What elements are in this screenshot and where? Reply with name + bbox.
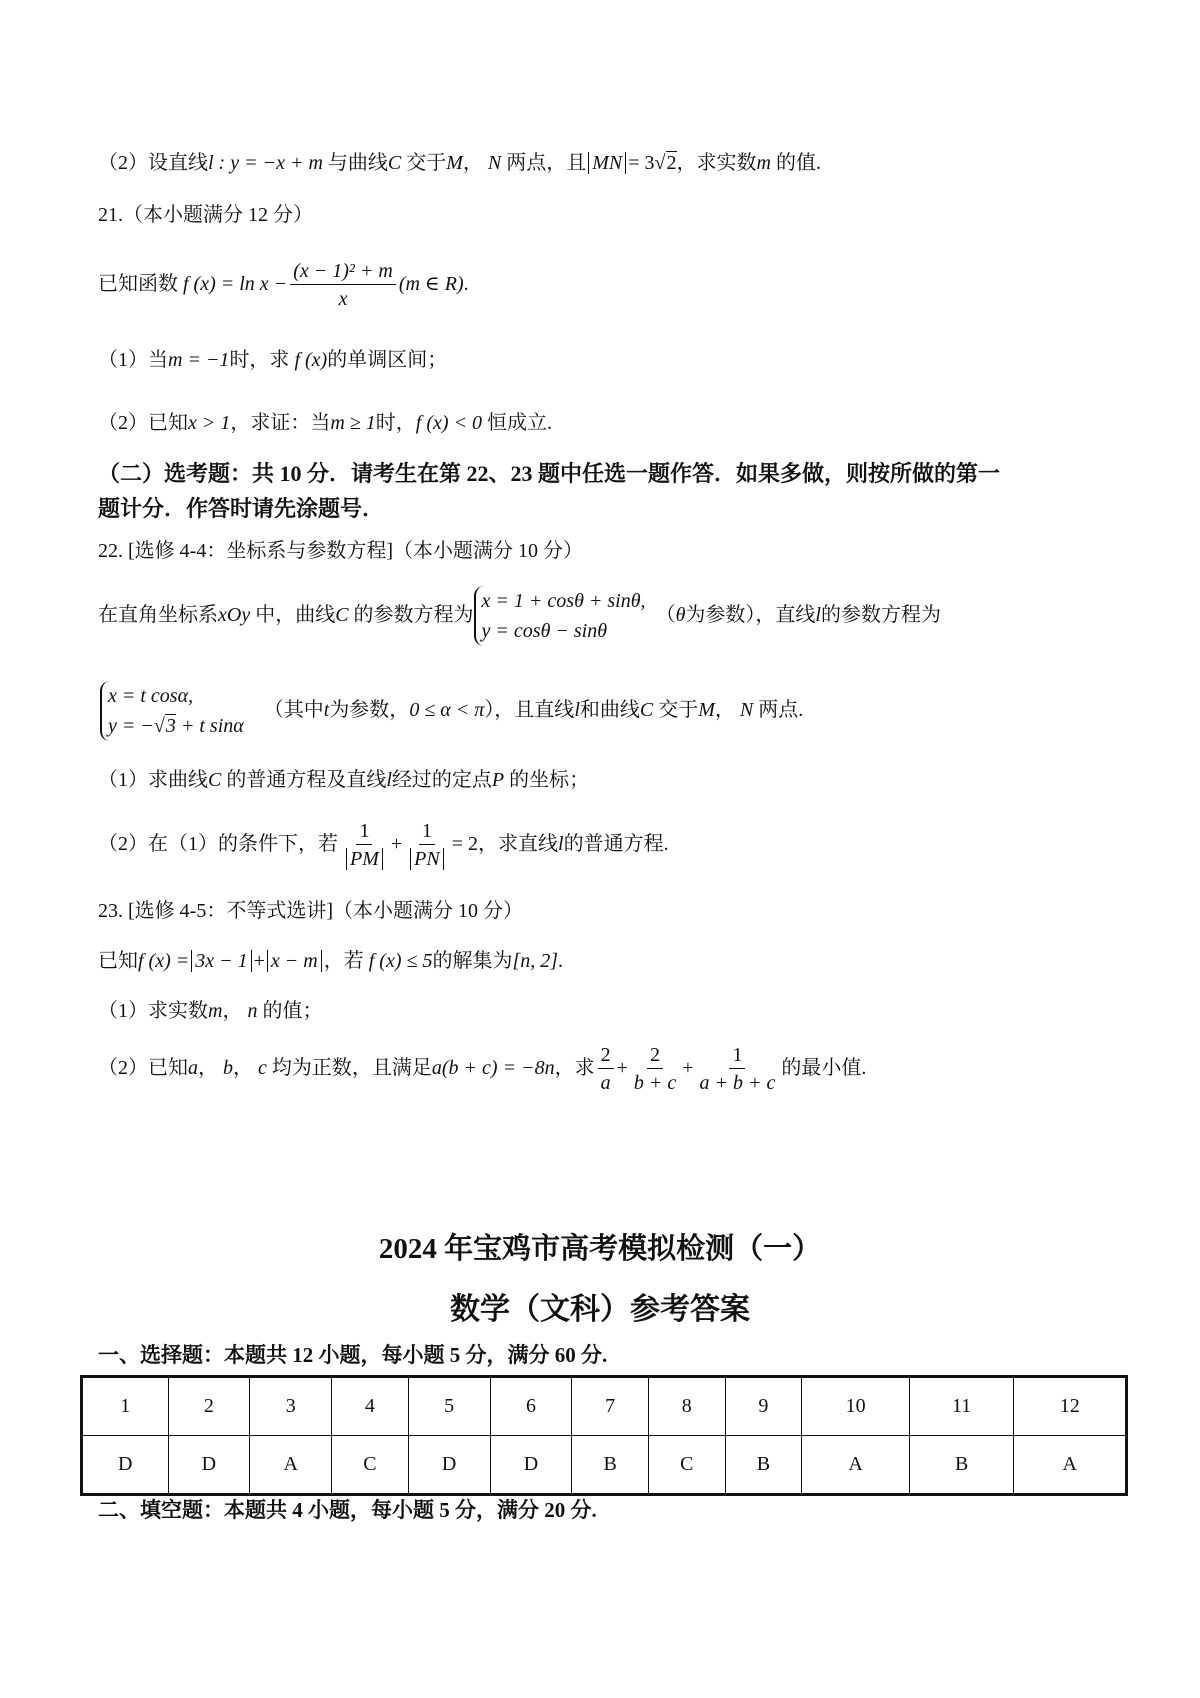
section2-line1: （二）选考题：共 10 分．请考生在第 22、23 题中任选一题作答．如果多做，则按所做的第一	[98, 461, 1001, 486]
text: 均为正数，且满足	[271, 1057, 432, 1079]
math: f (x) ≤ 5	[368, 950, 433, 972]
math: C	[335, 604, 349, 626]
text: 的单调区间；	[327, 349, 448, 371]
fraction	[631, 1042, 679, 1097]
table-cell: B	[725, 1436, 802, 1495]
denominator: b + c	[633, 1071, 677, 1094]
table-cell: 4	[332, 1377, 409, 1436]
text: 交于	[406, 152, 447, 174]
math: N	[487, 152, 502, 174]
table-cell: D	[408, 1436, 490, 1495]
denominator: a	[600, 1071, 611, 1094]
section2-line2: 题计分．作答时请先涂题号．	[98, 496, 385, 521]
math: m ≥ 1	[330, 412, 376, 434]
text: 的值；	[262, 1000, 323, 1022]
numerator: 1	[356, 818, 372, 845]
text: 与曲线	[327, 152, 388, 174]
table-cell: 2	[168, 1377, 250, 1436]
math: n	[247, 1000, 258, 1022]
math: +	[682, 1057, 694, 1079]
text: （1）当	[98, 349, 168, 371]
text: 恒成立.	[487, 412, 553, 434]
denominator: PM	[346, 848, 383, 870]
q20-part2: （2）设直线l : y = −x + m 与曲线C 交于M， N 两点，且 MN = 3√2，求实数m 的值.	[98, 152, 821, 174]
math: 2	[666, 152, 677, 174]
table-cell: 12	[1014, 1377, 1127, 1436]
q23-heading: 23. [选修 4-5：不等式选讲]（本小题满分 10 分）	[98, 900, 523, 922]
table-cell: 11	[910, 1377, 1014, 1436]
table-cell: A	[1014, 1436, 1127, 1495]
q21-part2	[98, 411, 552, 435]
math: 3x − 1	[191, 950, 251, 972]
answer-row	[82, 1436, 1127, 1495]
equation-system	[474, 586, 646, 646]
q22-stem1	[98, 585, 941, 646]
math: +	[616, 1057, 628, 1079]
numerator: 2	[598, 1042, 614, 1069]
section-fill-heading: 二、填空题：本题共 4 小题，每小题 5 分，满分 20 分.	[98, 1498, 597, 1522]
text: ，	[462, 152, 483, 174]
equation-system: x = t cosα, y = −√3 + t sinα	[100, 681, 244, 741]
math: 3	[165, 715, 176, 738]
q21-part1	[98, 348, 447, 372]
fraction	[598, 1042, 614, 1097]
numerator: 1	[729, 1042, 745, 1069]
table-cell: C	[332, 1436, 409, 1495]
text: ，若	[323, 950, 364, 972]
q23-stem	[98, 949, 563, 973]
math: M	[446, 152, 463, 174]
math: +	[253, 950, 265, 972]
denominator: x	[338, 288, 348, 310]
text: （2）在（1）的条件下，若	[98, 833, 338, 855]
table-cell: D	[168, 1436, 250, 1495]
text: 在直角坐标系	[98, 604, 218, 626]
table-cell: A	[250, 1436, 332, 1495]
text: .	[463, 273, 469, 296]
text: （2）设直线	[98, 152, 208, 174]
text: .	[558, 950, 564, 972]
text: ，	[233, 1057, 253, 1079]
text: ，求	[554, 1057, 595, 1079]
text: 为参数），直线	[685, 604, 816, 626]
table-cell: 9	[725, 1377, 802, 1436]
math: f (x) = ln x −	[183, 273, 288, 296]
text: ，	[198, 1057, 218, 1079]
math: x − m	[267, 950, 322, 972]
table-cell: 8	[648, 1377, 725, 1436]
answer-subtitle: 数学（文科）参考答案	[450, 1293, 750, 1326]
text: 的解集为	[432, 950, 513, 972]
math: l	[815, 604, 821, 626]
text: （	[655, 604, 676, 626]
q22-stem2	[100, 680, 803, 741]
table-cell: 1	[82, 1377, 169, 1436]
equation: y = −	[108, 715, 154, 738]
text: 时，	[375, 412, 416, 434]
equation: + t sinα	[180, 715, 244, 738]
text: 和曲线	[579, 699, 640, 721]
question-number-row	[82, 1377, 1127, 1436]
math: C	[208, 769, 222, 791]
text: 已知	[98, 950, 138, 972]
math: x > 1	[188, 412, 231, 434]
numerator: 1	[419, 818, 435, 845]
text: 的普通方程.	[563, 833, 669, 855]
table-cell: 5	[408, 1377, 490, 1436]
text: 的最小值.	[781, 1057, 867, 1079]
math: C	[387, 152, 402, 174]
text: ，求实数	[676, 152, 757, 174]
math: f (x) =	[138, 950, 190, 972]
text: 两点，且	[506, 152, 587, 174]
fraction	[405, 818, 449, 873]
answer-table	[80, 1375, 1128, 1496]
math: (m ∈ R)	[398, 273, 464, 296]
math: P	[491, 769, 505, 791]
fraction	[341, 818, 388, 873]
equation: y = cosθ − sinθ	[481, 620, 608, 643]
math: θ	[675, 604, 686, 626]
text: 的普通方程及直线	[226, 769, 387, 791]
text: ），且直线	[484, 699, 575, 721]
text: +	[390, 833, 403, 855]
math: = 3	[628, 152, 655, 174]
table-cell: D	[490, 1436, 572, 1495]
q23-part1	[98, 999, 322, 1023]
q21-stem	[98, 258, 469, 313]
denominator: PN	[410, 848, 444, 870]
math: = 2	[451, 833, 479, 855]
text: 的值.	[775, 152, 821, 174]
text: 为参数，	[329, 699, 410, 721]
q22-heading: 22. [选修 4-4：坐标系与参数方程]（本小题满分 10 分）	[98, 540, 583, 562]
math: l : y = −x + m	[208, 152, 323, 174]
answer-title: 2024 年宝鸡市高考模拟检测（一）	[378, 1233, 822, 1265]
text: （1）求曲线	[98, 769, 208, 791]
equation: x = 1 + cosθ + sinθ,	[481, 590, 646, 613]
math: MN	[588, 152, 626, 174]
math: b	[223, 1057, 233, 1079]
q21-heading: 21.（本小题满分 12 分）	[98, 204, 313, 226]
fraction	[290, 258, 396, 313]
text: （2）已知	[98, 1057, 188, 1079]
text: 中，曲线	[255, 604, 336, 626]
math: c	[258, 1057, 267, 1079]
math: [n, 2]	[512, 950, 559, 972]
table-cell: B	[572, 1436, 649, 1495]
q22-part1	[98, 768, 589, 792]
math: l	[558, 833, 564, 855]
denominator: a + b + c	[699, 1071, 776, 1094]
section-choice-heading: 一、选择题：本题共 12 小题，每小题 5 分，满分 60 分.	[98, 1343, 608, 1367]
math: f (x)	[294, 349, 328, 371]
math: m = −1	[168, 349, 230, 371]
math: m	[208, 1000, 223, 1022]
math: l	[574, 699, 580, 721]
table-cell: B	[910, 1436, 1014, 1495]
math: xOy	[218, 604, 251, 626]
text: ，求证：当	[230, 412, 331, 434]
math: t	[323, 699, 330, 721]
math: f (x) < 0	[415, 412, 483, 434]
table-cell: 3	[250, 1377, 332, 1436]
table-cell: 6	[490, 1377, 572, 1436]
text: 交于	[658, 699, 699, 721]
table-cell: 10	[802, 1377, 910, 1436]
text: 经过的定点	[391, 769, 492, 791]
table-cell: C	[648, 1436, 725, 1495]
text: ，	[714, 699, 735, 721]
table-cell: D	[82, 1436, 169, 1495]
math: l	[386, 769, 392, 791]
table-cell: 7	[572, 1377, 649, 1436]
math: a	[188, 1057, 198, 1079]
fraction	[697, 1042, 779, 1097]
text: （1）求实数	[98, 1000, 208, 1022]
text: ，	[222, 1000, 243, 1022]
math: M	[698, 699, 715, 721]
text: （2）已知	[98, 412, 188, 434]
math: m	[756, 152, 771, 174]
numerator: 2	[647, 1042, 663, 1069]
table-cell: A	[802, 1436, 910, 1495]
math: 0 ≤ α < π	[409, 699, 485, 721]
text: 的参数方程为	[353, 604, 474, 626]
q23-part2	[98, 1038, 866, 1098]
math: a(b + c) = −8n	[431, 1057, 555, 1079]
equation: x = t cosα,	[108, 685, 194, 708]
text: ，求直线	[478, 833, 559, 855]
numerator: (x − 1)² + m	[290, 258, 396, 285]
text: 时，求	[229, 349, 290, 371]
text: 已知函数	[98, 273, 178, 296]
text: 两点.	[758, 699, 804, 721]
q22-part2	[98, 814, 669, 874]
math: C	[639, 699, 654, 721]
text: 的参数方程为	[820, 604, 941, 626]
text: （其中	[263, 699, 324, 721]
math: N	[739, 699, 754, 721]
text: 的坐标；	[509, 769, 590, 791]
